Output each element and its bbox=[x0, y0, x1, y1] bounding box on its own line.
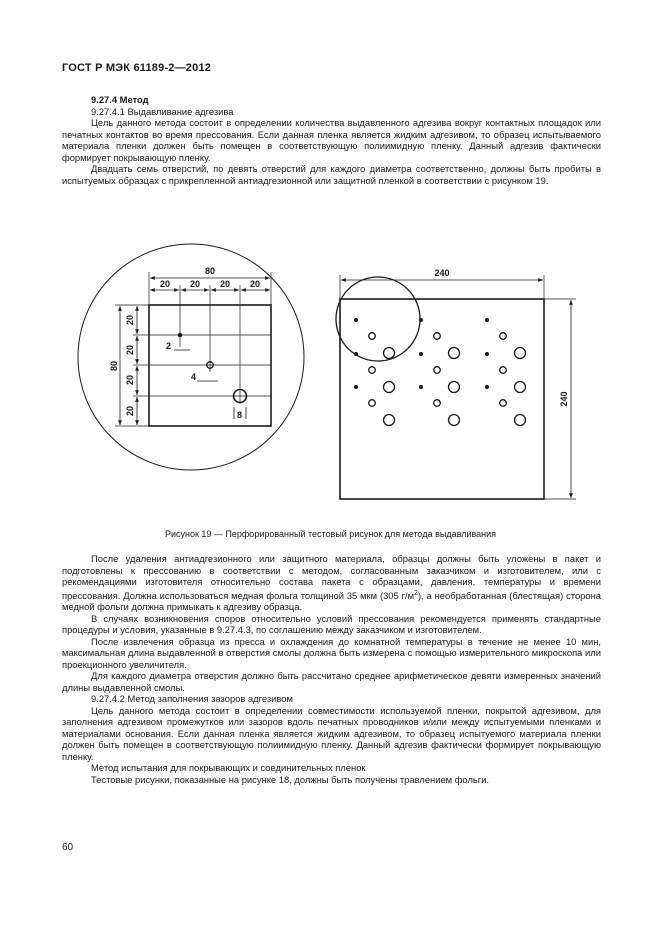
superscript: 2 bbox=[414, 589, 418, 597]
panel-hole-small bbox=[485, 352, 488, 355]
dim-panel-width: 240 bbox=[434, 268, 450, 278]
panel-hole-large bbox=[384, 415, 395, 426]
panel-hole-large bbox=[449, 382, 460, 393]
panel-hole-small bbox=[354, 385, 357, 388]
paragraph: Цель данного метода состоит в определении количества выдавленного адгезива вокруг контактных площадок или печатных контактов во время прессования. Если данная пленка является жидким адгезивом, то образец испытываемого материала пленки должен быть помещен в соответствующую полиимидную пленку. Данный адгезив фактически формирует покрывающую пленку. bbox=[62, 117, 601, 163]
detail-extension-lines bbox=[115, 272, 271, 426]
panel-hole-medium bbox=[500, 367, 507, 374]
detail-square bbox=[149, 305, 271, 426]
paragraph: В случаях возникновения споров относительно условий прессования рекомендуется применять стандартные процедуры и условия, указанные в 9.27.4.3, по соглашению между заказчиком и изготовителем. bbox=[62, 612, 601, 636]
panel-hole-large bbox=[449, 348, 460, 359]
panel-hole-large bbox=[449, 415, 460, 426]
dim-v-seg-1: 20 bbox=[125, 314, 135, 326]
panel-hole-small bbox=[354, 318, 357, 321]
panel-hole-small bbox=[354, 352, 357, 355]
hole-label-4: 4 bbox=[191, 372, 197, 382]
panel-hole-medium bbox=[369, 333, 376, 340]
panel-zoom-circle bbox=[336, 277, 420, 361]
panel-hole-small bbox=[419, 352, 422, 355]
document-header: ГОСТ Р МЭК 61189-2—2012 bbox=[62, 62, 212, 74]
panel-hole-large bbox=[384, 348, 395, 359]
panel-hole-large bbox=[515, 382, 526, 393]
dim-overall-height: 80 bbox=[109, 360, 119, 372]
dim-h-seg-4: 20 bbox=[249, 279, 261, 289]
dim-v-seg-2: 20 bbox=[125, 344, 135, 356]
panel-hole-small bbox=[419, 318, 422, 321]
dim-panel-height: 240 bbox=[559, 391, 569, 407]
test-panel bbox=[340, 299, 544, 499]
panel-hole-small bbox=[485, 318, 488, 321]
paragraph: Метод испытания для покрывающих и соединительных пленок bbox=[91, 762, 366, 774]
detail-holes bbox=[149, 333, 271, 419]
paragraph: Тестовые рисунки, показанные на рисунке 18, должны быть получены травлением фольги. bbox=[91, 773, 490, 785]
hole-label-8: 8 bbox=[237, 410, 243, 420]
panel-hole-medium bbox=[500, 333, 507, 340]
panel-extension-lines bbox=[340, 275, 576, 499]
dim-h-seg-3: 20 bbox=[219, 279, 231, 289]
panel-hole-small bbox=[419, 385, 422, 388]
section-heading: 9.27.4 Метод bbox=[91, 94, 149, 105]
hole-4 bbox=[207, 362, 214, 369]
paragraph: После извлечения образца из пресса и охлаждения до комнатной температуры в течение не менее 10 мин, максимальная длина выдавленной в отверстия смолы должна быть измерена с помощью измерительного микроскопа или проекционного увеличителя. bbox=[62, 635, 601, 670]
page-number: 60 bbox=[62, 842, 74, 853]
dim-h-seg-1: 20 bbox=[159, 279, 171, 289]
dim-v-seg-4: 20 bbox=[125, 405, 135, 417]
panel-hole-medium bbox=[434, 333, 441, 340]
paragraph-text: После удаления антиадгезионного или защитного материала, образцы должны быть уложены в пакет и подготовлены к прессованию в соответствии с методом, согласованным заказчиком и изготовителем, или с рекомендациями изготовителя относительно состава пакета с образцами, давления, температуры и времени прессования. Должна использоваться медная фольга толщиной 35 мкм (305 г/м bbox=[62, 553, 601, 601]
panel-hole-medium bbox=[369, 367, 376, 374]
paragraph: Двадцать семь отверстий, по девять отверстий для каждого диаметра соответственно, должны быть пробиты в испытуемых образцах с прикрепленной антиадгезионной или защитной пленкой в соответствии с рисунком 19. bbox=[62, 163, 601, 186]
paragraph: Для каждого диаметра отверстия должно быть рассчитано среднее арифметическое девяти измеренных значений длины выдавленной смолы. bbox=[62, 670, 601, 693]
dim-h-seg-2: 20 bbox=[189, 279, 201, 289]
detail-dimension-lines bbox=[120, 278, 270, 425]
magnifier-circle bbox=[78, 244, 304, 470]
dim-overall-width: 80 bbox=[204, 266, 216, 276]
paragraph bbox=[62, 553, 601, 613]
paragraph-text: ), а необработанная (блестящая) сторона медной фольги должна примыкать к адгезиву образца. bbox=[62, 589, 601, 613]
panel-hole-pattern bbox=[354, 318, 525, 425]
hole-label-2: 2 bbox=[166, 341, 172, 351]
section-9-27-4 bbox=[62, 94, 601, 186]
panel-hole-large bbox=[515, 415, 526, 426]
hole-2 bbox=[178, 333, 181, 336]
subsection-title: 9.27.4.2 Метод заполнения зазоров адгезивом bbox=[91, 693, 293, 705]
section-after-figure bbox=[62, 553, 601, 785]
subsection-title: 9.27.4.1 Выдавливание адгезива bbox=[91, 105, 234, 117]
panel-hole-medium bbox=[500, 400, 507, 407]
figure-caption: Рисунок 19 — Перфорированный тестовый рисунок для метода выдавливания bbox=[164, 529, 497, 539]
hole-8 bbox=[234, 390, 247, 403]
panel-hole-large bbox=[515, 348, 526, 359]
panel-hole-large bbox=[384, 382, 395, 393]
dim-v-seg-3: 20 bbox=[125, 374, 135, 386]
panel-hole-medium bbox=[434, 400, 441, 407]
panel-hole-medium bbox=[369, 400, 376, 407]
panel-hole-small bbox=[485, 385, 488, 388]
paragraph: Цель данного метода состоит в определении совместимости используемой пленки, покрытой адгезивом, для заполнения адгезивом промежутков или зазоров вдоль печатных проводников и/или между испытуемыми пленками и материалами основания. Если данная пленка является жидким адгезивом, то образец испытуемого материала пленки должен быть помещен в соответствующую полиимидную пленку. Данный адгезив фактически формирует покрывающую пленку. bbox=[62, 704, 601, 762]
panel-hole-medium bbox=[434, 367, 441, 374]
